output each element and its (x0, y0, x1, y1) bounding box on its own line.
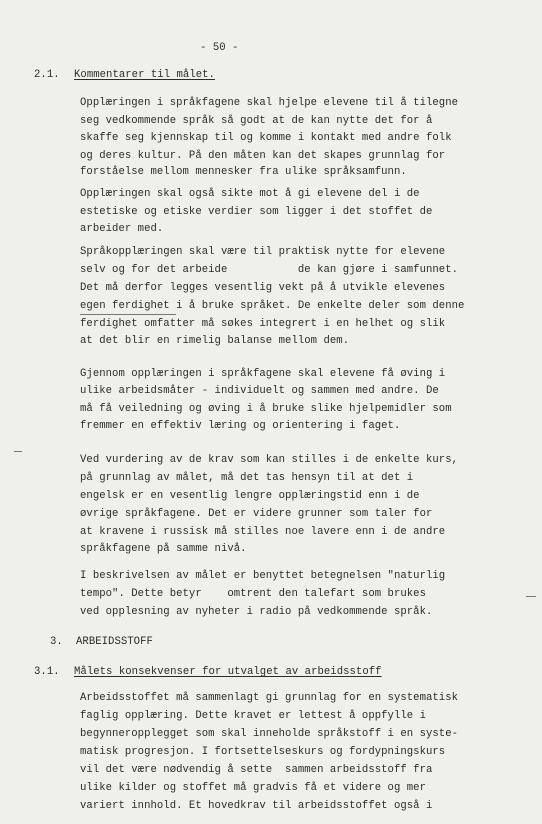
section-3-number: 3. (50, 636, 63, 648)
text-line: ved opplesning av nyheter i radio på vedkommende språk. (80, 606, 433, 618)
text-line: estetiske og etiske verdier som ligger i det stoffet de (80, 206, 433, 218)
text-line: på grunnlag av målet, må det tas hensyn til at det i (80, 472, 414, 484)
margin-mark (526, 596, 536, 597)
text-line: og deres kultur. På den måten kan det skapes grunnlag for (80, 150, 446, 162)
text-line: må få veiledning og øving i å bruke slike hjelpemidler som (80, 403, 452, 415)
text-line: forståelse mellom mennesker fra ulike språksamfunn. (80, 166, 407, 178)
text-line: øvrige språkfagene. Det er videre grunner som taler for (80, 508, 433, 520)
text-line: matisk progresjon. I fortsettelseskurs og fordypningskurs (80, 746, 446, 758)
text-line: Gjennom opplæringen i språkfagene skal elevene få øving i (80, 368, 446, 380)
text-line: engelsk er en vesentlig lengre opplæringstid enn i de (80, 490, 420, 502)
text-line: seg vedkommende språk så godt at de kan nytte det for å (80, 115, 433, 127)
text-line: faglig opplæring. Dette kravet er lettest å oppfylle i (80, 710, 426, 722)
text-line: at det blir en rimelig balanse mellom dem. (80, 335, 350, 347)
text-line: at kravene i russisk må stilles noe lavere enn i de andre (80, 526, 446, 538)
text-line: egen ferdighet i å bruke språket. De enkelte deler som denne (80, 300, 465, 312)
section-3-1-number: 3.1. (34, 666, 60, 678)
text-line: variert innhold. Et hovedkrav til arbeidsstoffet også i (80, 800, 433, 812)
handwritten-underline (80, 314, 176, 315)
text-line: skaffe seg kjennskap til og komme i kontakt med andre folk (80, 132, 452, 144)
text-line: ulike kilder og stoffet må gradvis få et videre og mer (80, 782, 426, 794)
section-3-1-title: Målets konsekvenser for utvalget av arbeidsstoff (74, 666, 382, 678)
text-line: Ved vurdering av de krav som kan stilles i de enkelte kurs, (80, 454, 459, 466)
section-3-title: ARBEIDSSTOFF (76, 636, 153, 648)
text-line: vil det være nødvendig å sette sammen arbeidsstoff fra (80, 764, 433, 776)
page-number: - 50 - (200, 42, 239, 54)
text-line: ferdighet omfatter må søkes integrert i en helhet og slik (80, 318, 446, 330)
text-line: Opplæringen skal også sikte mot å gi elevene del i de (80, 188, 420, 200)
text-line: I beskrivelsen av målet er benyttet betegnelsen "naturlig (80, 570, 446, 582)
text-line: Arbeidsstoffet må sammenlagt gi grunnlag for en systematisk (80, 692, 459, 704)
margin-mark (14, 451, 22, 452)
text-line: fremmer en effektiv læring og orientering i faget. (80, 420, 401, 432)
text-line: Det må derfor legges vesentlig vekt på å utvikle elevenes (80, 282, 446, 294)
text-line: begynneropplegget som skal inneholde språkstoff i en syste- (80, 728, 459, 740)
text-line: arbeider med. (80, 223, 164, 235)
text-line: selv og for det arbeide de kan gjøre i samfunnet. (80, 264, 459, 276)
text-line: Språkopplæringen skal være til praktisk nytte for elevene (80, 246, 446, 258)
text-line: språkfagene på samme nivå. (80, 543, 247, 555)
text-line: Opplæringen i språkfagene skal hjelpe elevene til å tilegne (80, 97, 459, 109)
section-2-1-title: Kommentarer til målet. (74, 69, 215, 81)
section-2-1-number: 2.1. (34, 69, 60, 81)
text-line: tempo". Dette betyr omtrent den talefart som brukes (80, 588, 426, 600)
text-line: ulike arbeidsmåter - individuelt og sammen med andre. De (80, 385, 439, 397)
